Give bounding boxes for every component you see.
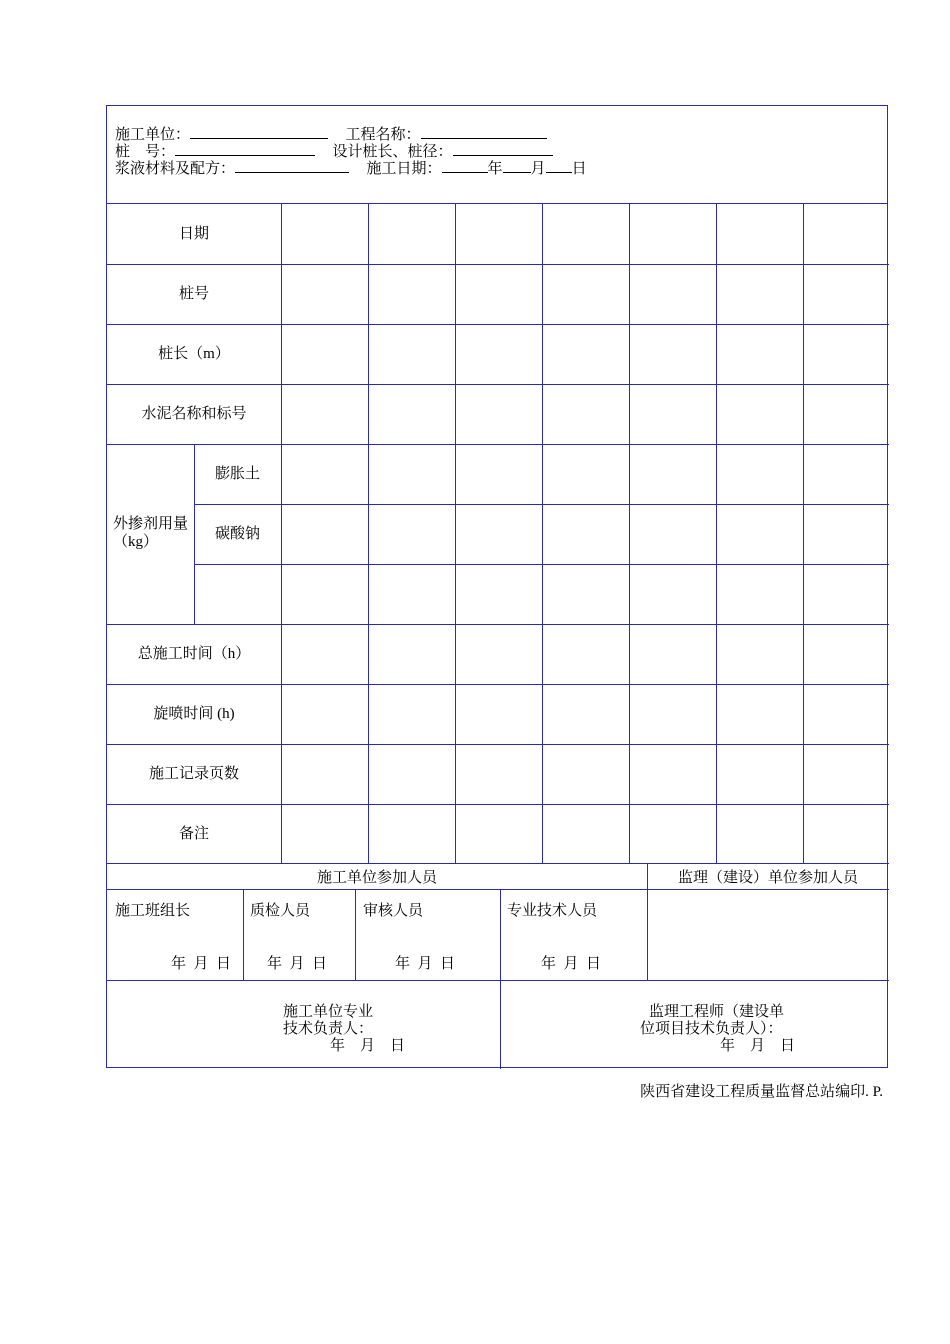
row-label-date: 日期 <box>178 226 209 242</box>
design-field[interactable] <box>453 141 553 156</box>
supervision-line1: 监理工程师（建设单 <box>649 1004 785 1020</box>
team-leader-date: 年 月 日 <box>171 956 232 972</box>
row-label-pile-length: 桩长（m） <box>158 346 230 362</box>
inspector-date: 年 月 日 <box>267 956 328 972</box>
slurry-field[interactable] <box>235 158 349 173</box>
day-field[interactable] <box>546 158 572 173</box>
supervision-participants-title: 监理（建设）单位参加人员 <box>677 870 858 886</box>
row-label-bentonite: 膨胀土 <box>214 466 260 482</box>
team-leader-label: 施工班组长 <box>115 903 191 919</box>
record-form <box>106 105 888 1068</box>
pile-no-field[interactable] <box>175 141 315 156</box>
row-label-sodium-carbonate: 碳酸钠 <box>214 526 260 542</box>
construction-tech-date: 年 月 日 <box>330 1038 406 1054</box>
construction-tech-line1: 施工单位专业 <box>283 1004 374 1020</box>
project-label: 工程名称： <box>345 127 421 143</box>
inspector-label: 质检人员 <box>250 903 311 919</box>
unit-field[interactable] <box>190 124 328 139</box>
form-header <box>107 106 887 204</box>
pile-no-label: 桩 号： <box>115 144 176 160</box>
day-label: 日 <box>571 161 587 177</box>
row-label-remarks: 备注 <box>178 826 209 842</box>
year-field[interactable] <box>442 158 488 173</box>
row-label-record-pages: 施工记录页数 <box>148 766 239 782</box>
row-label-additive-group: 外掺剂用量（kg） <box>113 516 189 550</box>
construction-tech-line2: 技术负责人： <box>283 1021 374 1037</box>
month-field[interactable] <box>503 158 531 173</box>
row-label-cement: 水泥名称和标号 <box>141 406 247 422</box>
technician-date: 年 月 日 <box>541 956 602 972</box>
month-label: 月 <box>530 161 546 177</box>
date-label: 施工日期： <box>366 161 442 177</box>
year-label: 年 <box>487 161 503 177</box>
design-label: 设计桩长、桩径： <box>332 144 453 160</box>
reviewer-label: 审核人员 <box>363 903 424 919</box>
project-field[interactable] <box>421 124 547 139</box>
row-label-jet-time: 旋喷时间 (h) <box>153 706 235 722</box>
unit-label: 施工单位： <box>115 127 191 143</box>
construction-participants-title: 施工单位参加人员 <box>316 870 437 886</box>
reviewer-date: 年 月 日 <box>395 956 456 972</box>
slurry-label: 浆液材料及配方： <box>115 161 236 177</box>
row-label-pile-no: 桩号 <box>178 286 209 302</box>
footer-publisher: 陕西省建设工程质量监督总站编印. P. <box>640 1084 883 1100</box>
header-line-3 <box>115 158 587 178</box>
supervision-date: 年 月 日 <box>720 1038 796 1054</box>
supervision-line2: 位项目技术负责人）： <box>640 1021 783 1037</box>
row-label-total-time: 总施工时间（h） <box>137 646 251 662</box>
technician-label: 专业技术人员 <box>507 903 598 919</box>
